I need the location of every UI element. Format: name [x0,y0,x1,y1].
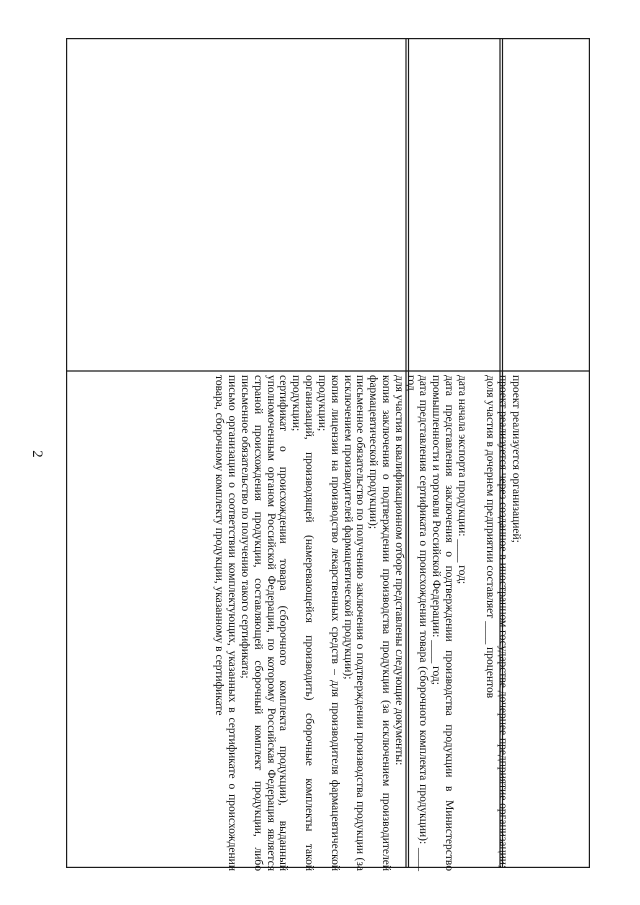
cell-line: письменное обязательство по получению заключения о подтверждении производства продукции (за исключением производителей фармацевтической продукции); [341,375,367,871]
page-number: 2 [29,450,45,458]
cell-line: копия заключения о подтверждении производства продукции (за исключением производителей фармацевтической продукции); [367,375,393,871]
table-cell-qualification-documents [138,371,406,877]
cell-line: проект реализуется через созданное в иностранном государстве дочернее предприятие организации; [497,375,510,869]
cell-line: сертификат о происхождении товара (сборочного комплекта продукции), выданный уполномоченным органом Российской Федерации, по которому Российская Федерация является страной происхождения продукции, составляющей сборочный комплект продукции, либо письменное обязательство по получению такого сертификата; [238,375,290,871]
cell-line: дата представления сертификата о происхождении товара (сборочного комплекта продукции): ____ год [404,375,430,871]
table-cell-project-implementation [470,371,524,877]
cell-line: доля участия в дочернем предприятии составляет ____ процентов [484,375,497,699]
cell-line: организаций, производящей (намеревающейся производить) сборочные комплекты такой продукции; [290,375,316,871]
cell-line: для участия в квалификационном отборе представлены следующие документы: [393,375,405,766]
table-content [66,38,590,871]
cell-line: дата представления заключения о подтверждении производства продукции в Министерство промышленности и торговли Российской Федерации: ____ год; [430,375,456,871]
table-cell-export-dates [404,371,470,877]
cell-line: дата начала экспорта продукции: ____ год; [456,375,468,585]
cell-line: проект реализуется организацией; [510,375,522,543]
cell-line: письмо организации о соответствии комплектующих, указанных в сертификате о происхождении товара, сборочному комплекту продукции, указанному в сертификате [213,375,239,871]
cell-line: копия лицензии на производство лекарственных средств – для производителя фармацевтической продукции; [315,375,341,871]
